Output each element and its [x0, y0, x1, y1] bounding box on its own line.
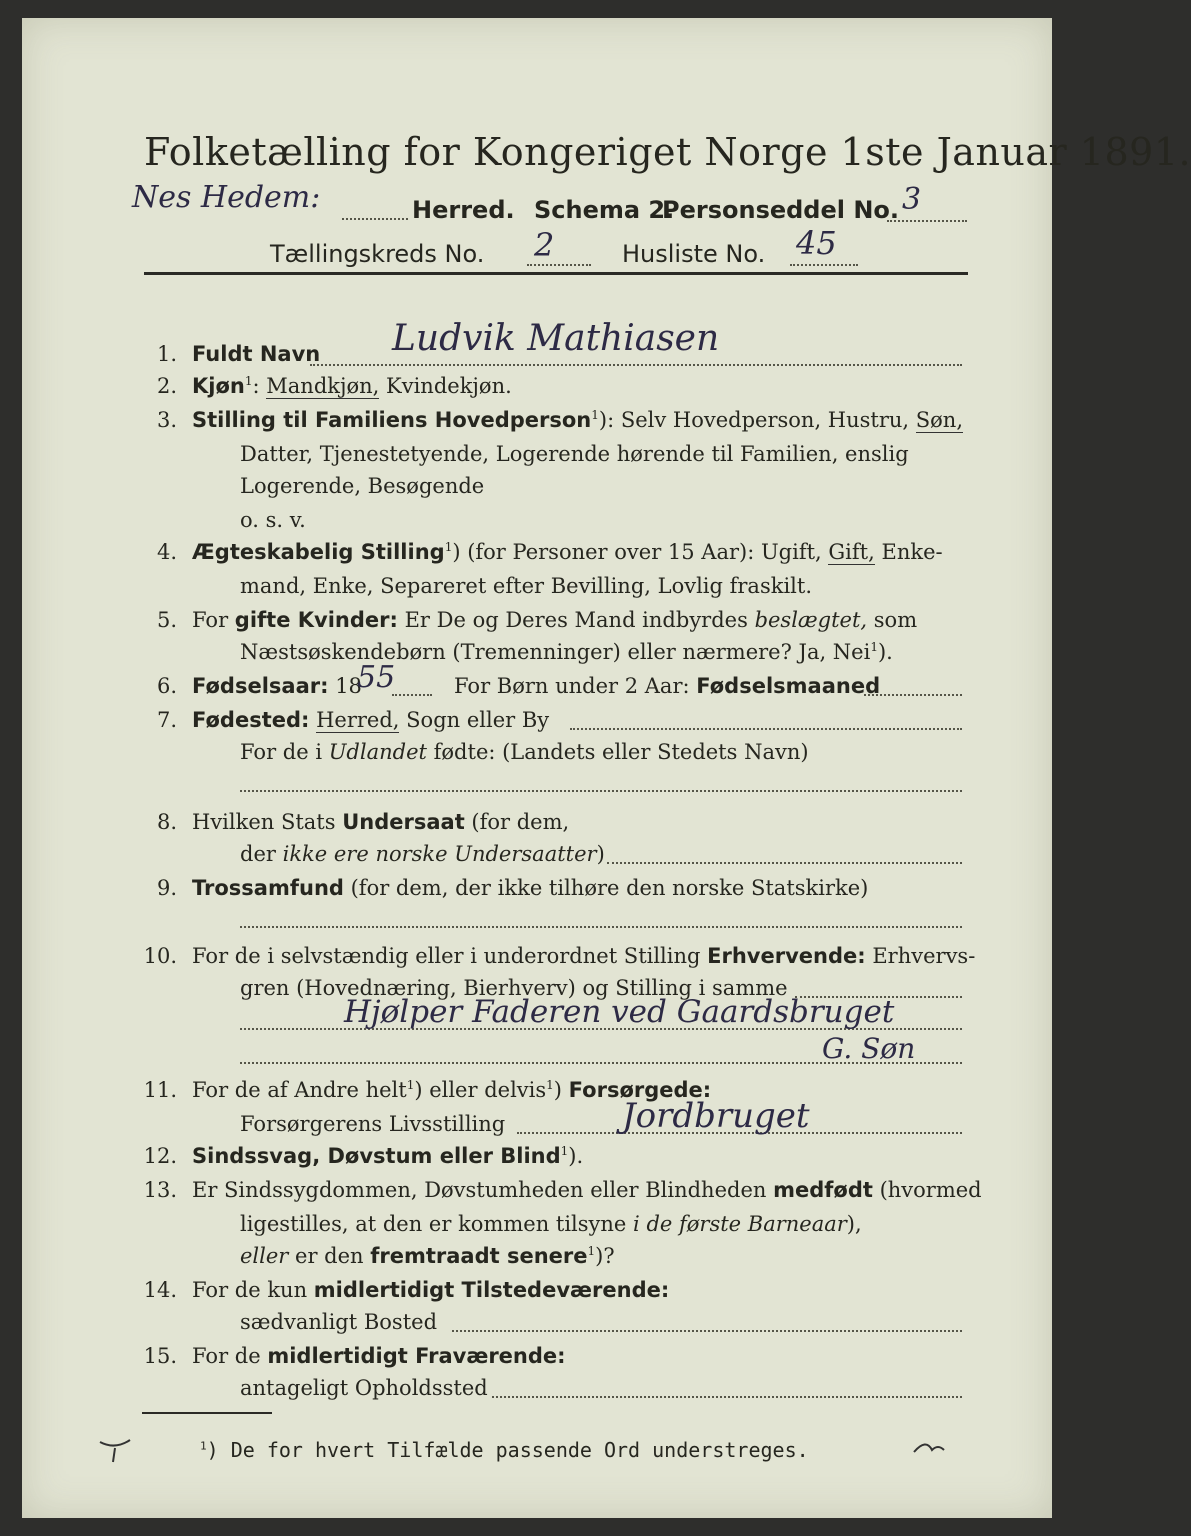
- q11-mid: ) eller delvis: [414, 1078, 547, 1102]
- form-title: Folketælling for Kongeriget Norge 1ste Januar 1891.: [144, 130, 1191, 174]
- q5-line1: [192, 608, 917, 632]
- q2-text: [192, 374, 512, 398]
- item-number: 6.: [156, 674, 177, 698]
- dotted-line: [492, 1396, 962, 1398]
- q5-text: Er De og Deres Mand indbyrdes: [404, 608, 748, 632]
- q3-label: Stilling til Familiens Hovedperson: [192, 408, 592, 432]
- q15-label: midlertidigt Fraværende:: [267, 1344, 566, 1368]
- footnote: [200, 1438, 809, 1462]
- q10-answer-position: G. Søn: [822, 1032, 916, 1065]
- q11-line1: For de af Andre helt$^1$) eller delvis$^1$) Forsørgede:: [192, 1078, 712, 1102]
- header-rule: [144, 272, 968, 275]
- q5-italic: beslægtet,: [754, 608, 868, 632]
- q13-italic: i de første Barneaar: [633, 1212, 847, 1236]
- q6-year-prefix: 18: [335, 674, 362, 698]
- q14-line2: sædvanligt Bosted: [240, 1310, 438, 1334]
- q3-line2: Datter, Tjenestetyende, Logerende hørende til Familien, enslig: [240, 442, 909, 466]
- q4-option-gift: Gift,: [828, 540, 875, 564]
- dotted-line: [342, 218, 408, 220]
- dotted-line: [452, 1330, 962, 1332]
- q6-label: Fødselsaar:: [192, 674, 329, 698]
- q8-label: Undersaat: [342, 810, 465, 834]
- herred-value: Nes Hedem:: [132, 180, 321, 215]
- q8-pre: Hvilken Stats: [192, 810, 336, 834]
- item-number: 13.: [143, 1178, 177, 1202]
- q11-line2: Forsørgerens Livsstilling: [240, 1112, 506, 1136]
- dotted-line: [887, 220, 967, 222]
- footnote-mark: 1: [546, 1078, 554, 1092]
- ornament-right: [912, 1434, 946, 1460]
- footnote-mark: 1: [591, 408, 599, 422]
- q9-line1: [192, 876, 868, 900]
- q4-line2: mand, Enke, Separeret efter Bevilling, Lovlig fraskilt.: [240, 574, 813, 598]
- dotted-line: [392, 694, 432, 696]
- q13-line3a: er den: [295, 1244, 364, 1268]
- item-number: 10.: [143, 944, 177, 968]
- item-number: 7.: [156, 708, 177, 732]
- q6-answer-year: 55: [357, 660, 396, 695]
- q5-som: som: [873, 608, 918, 632]
- dotted-line: [790, 264, 858, 266]
- q6-label2: Fødselsmaaned: [696, 674, 881, 698]
- dotted-line: [527, 264, 591, 266]
- q4-line1: [192, 540, 943, 564]
- q13-rest: (hvormed: [879, 1178, 982, 1202]
- q7-option-herred: Herred,: [316, 708, 400, 732]
- q1-answer-name: Ludvik Mathiasen: [392, 318, 720, 359]
- personseddel-value: 3: [902, 182, 922, 217]
- q10-pre: For de i selvstændig eller i underordnet Stilling: [192, 944, 701, 968]
- q4-label: Ægteskabelig Stilling: [192, 540, 445, 564]
- q10-rest: Erhvervs-: [872, 944, 976, 968]
- q3-options: ): Selv Hovedperson, Hustru,: [598, 408, 910, 432]
- q6-line: [192, 674, 362, 698]
- q14-pre: For de kun: [192, 1278, 308, 1302]
- q9-rest: (for dem, der ikke tilhøre den norske Statskirke): [350, 876, 869, 900]
- q15-line2: antageligt Opholdssted: [240, 1376, 488, 1400]
- kreds-value: 2: [534, 226, 555, 264]
- q13-line2: [240, 1212, 862, 1236]
- kreds-label: Tællingskreds No.: [270, 240, 485, 268]
- footnote-mark: 1: [870, 640, 878, 654]
- q8-line2: [240, 842, 605, 866]
- footnote-mark: 1: [587, 1244, 596, 1258]
- q13-line2b: ),: [846, 1212, 862, 1236]
- footnote-mark: 1: [200, 1439, 207, 1453]
- q8-rest: (for dem,: [471, 810, 570, 834]
- q4-option-enke: Enke-: [881, 540, 943, 564]
- q12-label: Sindssvag, Døvstum eller Blind: [192, 1144, 561, 1168]
- personseddel-label: Personseddel No.: [662, 196, 900, 224]
- dotted-line: [240, 790, 962, 792]
- item-number: 11.: [143, 1078, 177, 1102]
- census-form: [22, 18, 1191, 1518]
- husliste-value: 45: [796, 224, 837, 262]
- footnote-mark: 1: [406, 1078, 415, 1092]
- q6-line-b: [454, 674, 880, 698]
- schema-label: Schema 2.: [534, 196, 675, 224]
- item-number: 5.: [156, 608, 177, 632]
- q5-pre: For: [192, 608, 229, 632]
- ornament-left: [98, 1436, 132, 1464]
- q3-option-son: Søn,: [915, 408, 964, 432]
- q8-line2b: ): [596, 842, 605, 866]
- herred-label: Herred.: [412, 196, 515, 224]
- q12-end: ).: [568, 1144, 584, 1168]
- q12-line: [192, 1144, 583, 1168]
- item-number: 14.: [143, 1278, 177, 1302]
- dotted-line: [864, 694, 962, 696]
- q7-rest: Sogn eller By: [406, 708, 550, 732]
- q3-line3: Logerende, Besøgende: [240, 474, 485, 498]
- q2-colon: :: [252, 374, 260, 398]
- q10-answer-occupation: Hjølper Faderen ved Gaardsbruget: [344, 994, 895, 1030]
- q13-end: )?: [595, 1244, 615, 1268]
- q5-line2-text: Næstsøskendebørn (Tremenninger) eller nærmere? Ja, Nei: [240, 640, 871, 664]
- q7-line2: [240, 740, 809, 764]
- q15-pre: For de: [192, 1344, 261, 1368]
- item-number: 12.: [143, 1144, 177, 1168]
- q7-line2b: fødte: (Landets eller Stedets Navn): [433, 740, 809, 764]
- q11-answer-livsstilling: Jordbruget: [622, 1096, 810, 1136]
- q11-pre: For de af Andre helt: [192, 1078, 407, 1102]
- q8-italic: ikke ere norske Undersaatter: [282, 842, 597, 866]
- q6-text: For Børn under 2 Aar:: [454, 674, 690, 698]
- dotted-line: [570, 728, 962, 730]
- q13-italic-eller: eller: [240, 1244, 289, 1268]
- q15-line1: [192, 1344, 566, 1368]
- q3-line4: o. s. v.: [240, 508, 306, 532]
- q8-line2a: der: [240, 842, 276, 866]
- footnote-mark: 1: [444, 540, 453, 554]
- item-number: 3.: [156, 408, 177, 432]
- item-number: 4.: [156, 540, 177, 564]
- q7-line2a: For de i: [240, 740, 323, 764]
- q13-pre: Er Sindssygdommen, Døvstumheden eller Blindheden: [192, 1178, 767, 1202]
- footnote-rule: [142, 1412, 272, 1414]
- q10-line1: [192, 944, 975, 968]
- q2-option-kvindekjon: Kvindekjøn.: [386, 374, 512, 398]
- q2-option-mandkjon: Mandkjøn,: [266, 374, 380, 398]
- q13-line2a: ligestilles, at den er kommen tilsyne: [240, 1212, 627, 1236]
- q9-label: Trossamfund: [192, 876, 344, 900]
- q14-label: midlertidigt Tilstedeværende:: [313, 1278, 670, 1302]
- q13-line1: [192, 1178, 982, 1202]
- footnote-mark: 1: [560, 1144, 569, 1158]
- dotted-line: [240, 926, 962, 928]
- q13-label2: fremtraadt senere: [370, 1244, 588, 1268]
- q7-label: Fødested:: [192, 708, 310, 732]
- q13-label: medfødt: [773, 1178, 873, 1202]
- q5-end: ).: [877, 640, 893, 664]
- q11-label: Forsørgede:: [568, 1078, 712, 1102]
- item-number: 15.: [143, 1344, 177, 1368]
- q3-line1: [192, 408, 963, 432]
- item-number: 1.: [156, 342, 177, 366]
- q13-line3: [240, 1244, 615, 1268]
- q4-options: ) (for Personer over 15 Aar): Ugift,: [452, 540, 822, 564]
- q10-line2: gren (Hovednæring, Bierhverv) og Stilling i samme: [240, 976, 788, 1000]
- q7-italic: Udlandet: [328, 740, 427, 764]
- q5-label: gifte Kvinder:: [234, 608, 398, 632]
- q2-label: Kjøn: [192, 374, 245, 398]
- q10-label: Erhvervende:: [707, 944, 866, 968]
- item-number: 2.: [156, 374, 177, 398]
- dotted-line: [310, 364, 962, 366]
- item-number: 9.: [156, 876, 177, 900]
- footnote-text: ) De for hvert Tilfælde passende Ord understreges.: [206, 1438, 809, 1462]
- q7-line1: [192, 708, 549, 732]
- dotted-line: [607, 862, 962, 864]
- q14-line1: [192, 1278, 669, 1302]
- husliste-label: Husliste No.: [622, 240, 766, 268]
- item-number: 8.: [156, 810, 177, 834]
- q1-label: Fuldt Navn: [192, 342, 321, 366]
- q8-line1: [192, 810, 569, 834]
- footnote-mark: 1: [244, 374, 253, 388]
- q5-line2: [240, 640, 893, 664]
